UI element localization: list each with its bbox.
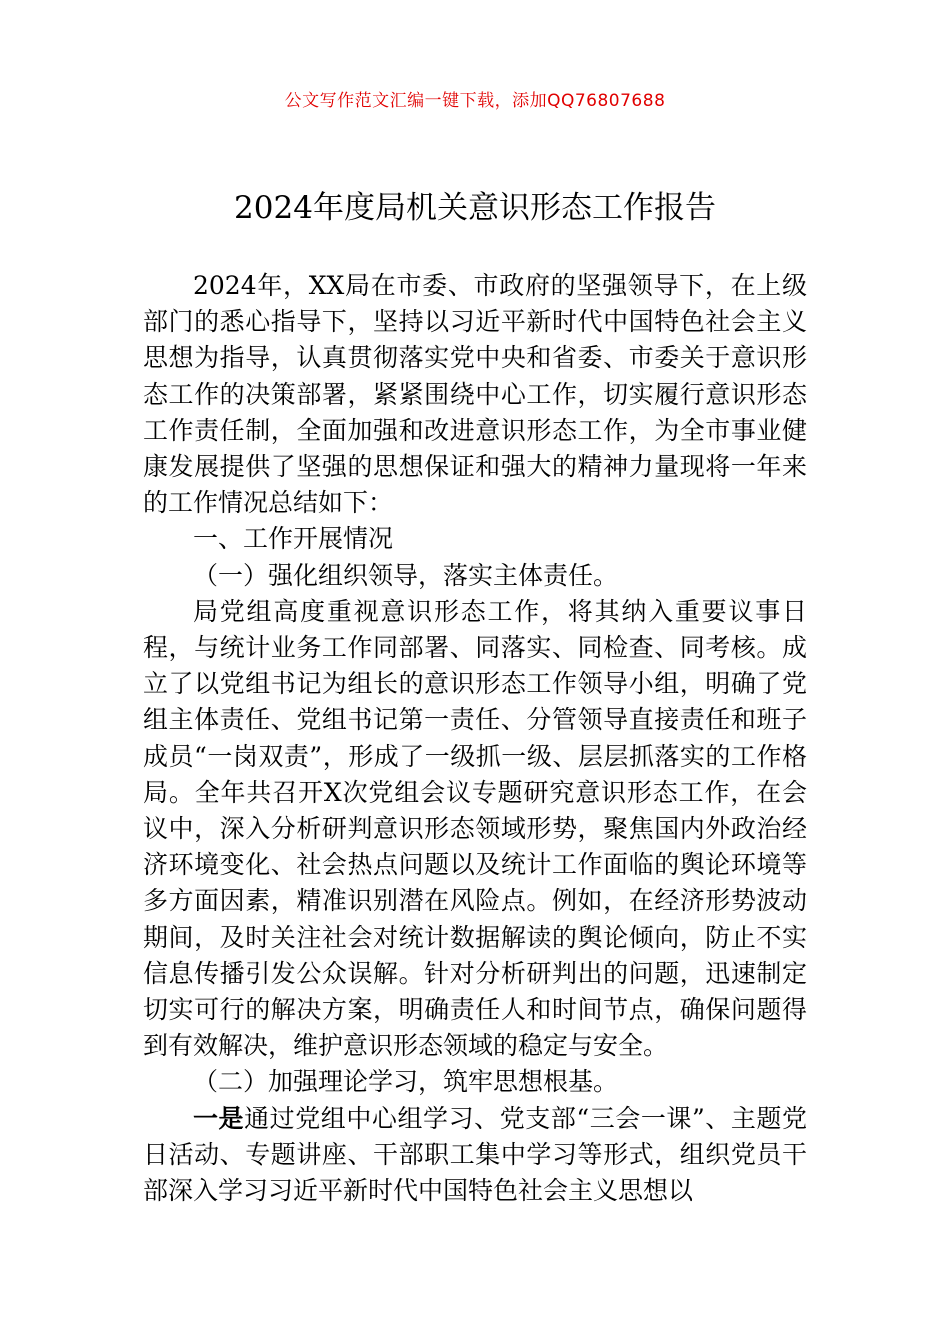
paragraph-lead: 一是 bbox=[193, 1103, 245, 1133]
intro-paragraph: 2024年，XX局在市委、市政府的坚强领导下，在上级部门的悉心指导下，坚持以习近平新时代中国特色社会主义思想为指导，认真贯彻落实党中央和省委、市委关于意识形态工作的决策部署，紧紧围绕中心工作，切实履行意识形态工作责任制，全面加强和改进意识形态工作，为全市事业健康发展提供了坚强的思想保证和强大的精神力量现将一年来的工作情况总结如下： bbox=[143, 271, 807, 518]
page-title: 2024年度局机关意识形态工作报告 bbox=[234, 190, 716, 226]
section-heading: 一、工作开展情况 bbox=[193, 524, 394, 554]
document-body bbox=[143, 268, 807, 1209]
subsection-heading: （二）加强理论学习，筑牢思想根基。 bbox=[193, 1067, 619, 1097]
paragraph-text: 通过党组中心组学习、党支部“三会一课”、主题党日活动、专题讲座、干部职工集中学习等形式，组织党员干部深入学习习近平新时代中国特色社会主义思想以 bbox=[143, 1103, 807, 1206]
subsection-heading: （一）强化组织领导，落实主体责任。 bbox=[193, 560, 619, 590]
download-banner[interactable]: 公文写作范文汇编一键下载，添加QQ76807688 bbox=[284, 91, 666, 111]
body-paragraph: 局党组高度重视意识形态工作，将其纳入重要议事日程，与统计业务工作同部署、同落实、同检查、同考核。成立了以党组书记为组长的意识形态工作领导小组，明确了党组主体责任、党组书记第一责任、分管领导直接责任和班子成员“一岗双责”，形成了一级抓一级、层层抓落实的工作格局。全年共召开X次党组会议专题研究意识形态工作，在会议中，深入分析研判意识形态领域形势，聚焦国内外政治经济环境变化、社会热点问题以及统计工作面临的舆论环境等多方面因素，精准识别潜在风险点。例如，在经济形势波动期间，及时关注社会对统计数据解读的舆论倾向，防止不实信息传播引发公众误解。针对分析研判出的问题，迅速制定切实可行的解决方案，明确责任人和时间节点，确保问题得到有效解决，维护意识形态领域的稳定与安全。 bbox=[143, 596, 807, 1061]
body-paragraph bbox=[143, 1101, 807, 1210]
